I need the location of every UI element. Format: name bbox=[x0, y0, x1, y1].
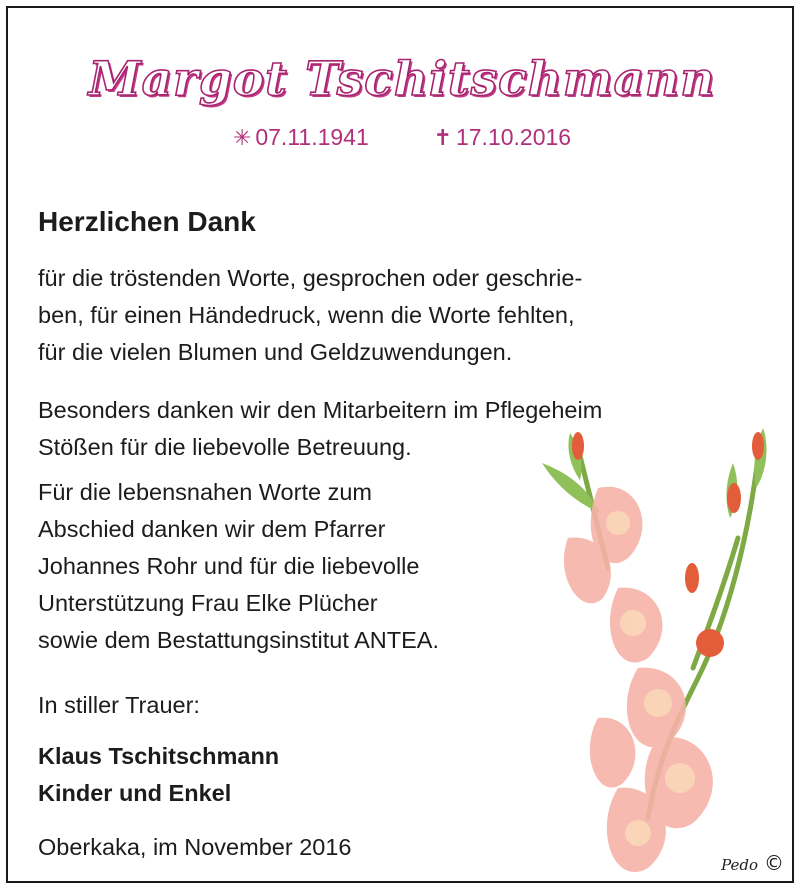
text-line: Für die lebensnahen Worte zum bbox=[38, 479, 372, 505]
mourners-list bbox=[38, 738, 279, 812]
thanks-paragraph-2 bbox=[38, 392, 602, 466]
birth-date: 07.11.1941 bbox=[255, 124, 369, 150]
mourner-name: Kinder und Enkel bbox=[38, 780, 232, 806]
death-cross-icon: ✝ bbox=[433, 125, 452, 150]
text-line: für die tröstenden Worte, gesprochen oder geschrie- bbox=[38, 265, 583, 291]
thanks-paragraph-3 bbox=[38, 474, 439, 659]
copyright-icon: © bbox=[764, 851, 784, 875]
credit-signature: Pedo bbox=[721, 856, 758, 874]
thank-you-heading: Herzlichen Dank bbox=[38, 206, 256, 237]
text-line: sowie dem Bestattungsinstitut ANTEA. bbox=[38, 627, 439, 653]
text-line: Johannes Rohr und für die liebevolle bbox=[38, 553, 420, 579]
gladiolus-flowers-illustration bbox=[508, 418, 794, 883]
text-line: für die vielen Blumen und Geldzuwendungen. bbox=[38, 339, 513, 365]
text-line: Abschied danken wir dem Pfarrer bbox=[38, 516, 386, 542]
deceased-name: Margot Tschitschmann bbox=[88, 52, 716, 107]
text-line: Unterstützung Frau Elke Plücher bbox=[38, 590, 378, 616]
artist-credit bbox=[721, 851, 784, 875]
mourning-label: In stiller Trauer: bbox=[38, 692, 200, 718]
birth-star-icon: ✳ bbox=[232, 125, 252, 150]
thanks-paragraph-1 bbox=[38, 260, 582, 371]
place-and-date: Oberkaka, im November 2016 bbox=[38, 834, 352, 860]
mourner-name: Klaus Tschitschmann bbox=[38, 743, 280, 769]
text-line: ben, für einen Händedruck, wenn die Worte fehlten, bbox=[38, 302, 575, 328]
text-line: Besonders danken wir den Mitarbeitern im Pflegeheim bbox=[38, 397, 603, 423]
death-date: 17.10.2016 bbox=[455, 124, 572, 150]
life-dates bbox=[8, 124, 794, 151]
text-line: Stößen für die liebevolle Betreuung. bbox=[38, 434, 412, 460]
obituary-card bbox=[6, 6, 794, 883]
